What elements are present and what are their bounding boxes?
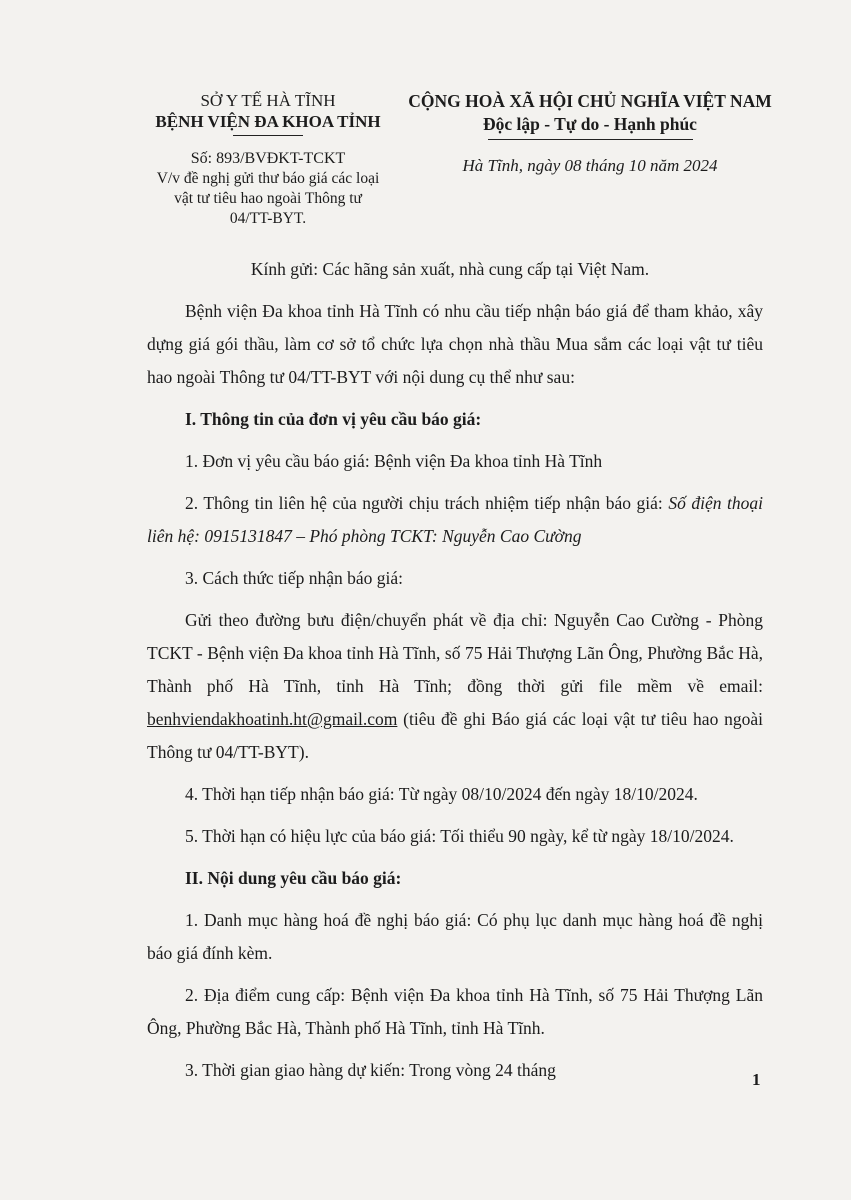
salutation: Kính gửi: Các hãng sản xuất, nhà cung cấp tại Việt Nam. xyxy=(250,259,650,279)
page-number: 1 xyxy=(752,1070,761,1089)
document-number: Số: 893/BVĐKT-TCKT xyxy=(190,150,346,167)
address-text: Gửi theo đường bưu điện/chuyển phát về địa chỉ: Nguyễn Cao Cường - Phòng TCKT - Bệnh viện Đa khoa tỉnh Hà Tĩnh, số 75 Hải Thượng Lãn Ông, Phường Bắc Hà, Thành phố Hà Tĩnh, tỉnh Hà Tĩnh; đồng thời gửi file mềm về email: xyxy=(147,610,763,696)
national-motto: Độc lập - Tự do - Hạnh phúc xyxy=(483,114,697,134)
department-name: SỞ Y TẾ HÀ TĨNH xyxy=(200,91,336,110)
issue-date: Hà Tĩnh, ngày 08 tháng 10 năm 2024 xyxy=(462,156,718,175)
intro-paragraph: Bệnh viện Đa khoa tỉnh Hà Tĩnh có nhu cầu tiếp nhận báo giá để tham khảo, xây dựng giá gói thầu, làm cơ sở tổ chức lựa chọn nhà thầu Mua sắm các loại vật tư tiêu hao ngoài Thông tư 04/TT-BYT với nội dung cụ thể như sau: xyxy=(147,301,763,387)
subject-line-2: vật tư tiêu hao ngoài Thông tư xyxy=(174,190,362,207)
issuer-underline xyxy=(233,135,303,136)
national-header xyxy=(400,90,780,177)
issuer-block xyxy=(118,90,418,229)
subject-line-3: 04/TT-BYT. xyxy=(229,210,307,227)
section-2-item-1: 1. Danh mục hàng hoá đề nghị báo giá: Có phụ lục danh mục hàng hoá đề nghị báo giá đính kèm. xyxy=(147,910,763,963)
section-2-title: II. Nội dung yêu cầu báo giá: xyxy=(185,868,402,888)
delivery-instructions xyxy=(147,604,763,769)
section-1-item-5: 5. Thời hạn có hiệu lực của báo giá: Tối thiểu 90 ngày, kể từ ngày 18/10/2024. xyxy=(185,826,734,846)
email-link[interactable]: benhviendakhoatinh.ht@gmail.com xyxy=(147,709,398,729)
hospital-name: BỆNH VIỆN ĐA KHOA TỈNH xyxy=(155,112,381,131)
contact-prefix: 2. Thông tin liên hệ của người chịu trách nhiệm tiếp nhận báo giá: xyxy=(185,493,669,513)
republic-title: CỘNG HOÀ XÃ HỘI CHỦ NGHĨA VIỆT NAM xyxy=(408,91,772,111)
subject-line-1: V/v đề nghị gửi thư báo giá các loại xyxy=(156,170,380,187)
section-1-title: I. Thông tin của đơn vị yêu cầu báo giá: xyxy=(185,409,482,429)
section-2-item-3: 3. Thời gian giao hàng dự kiến: Trong vòng 24 tháng xyxy=(185,1060,556,1080)
letter-body xyxy=(147,253,763,1087)
section-1-item-4: 4. Thời hạn tiếp nhận báo giá: Từ ngày 08/10/2024 đến ngày 18/10/2024. xyxy=(185,784,698,804)
contact-details: Số điện thoại liên hệ: 0915131847 – Phó phòng TCKT: Nguyễn Cao Cường xyxy=(147,493,763,546)
section-1-item-3: 3. Cách thức tiếp nhận báo giá: xyxy=(185,568,403,588)
section-1-item-1: 1. Đơn vị yêu cầu báo giá: Bệnh viện Đa khoa tỉnh Hà Tĩnh xyxy=(185,451,603,471)
section-2-item-2: 2. Địa điểm cung cấp: Bệnh viện Đa khoa tỉnh Hà Tĩnh, số 75 Hải Thượng Lãn Ông, Phường Bắc Hà, Thành phố Hà Tĩnh, tỉnh Hà Tĩnh. xyxy=(147,985,763,1038)
section-1-item-2 xyxy=(147,487,763,553)
email-subject-note: (tiêu đề ghi Báo giá các loại vật tư tiêu hao ngoài Thông tư 04/TT-BYT). xyxy=(147,709,763,762)
motto-underline xyxy=(488,139,693,140)
